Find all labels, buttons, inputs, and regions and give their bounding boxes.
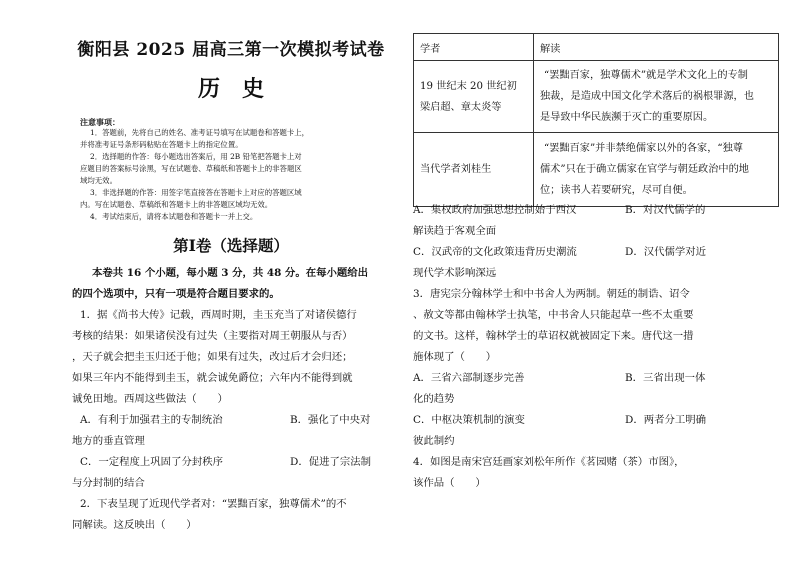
table-cell-scholar	[414, 133, 534, 207]
q2-option-b-cont: 解读趋于客观全面	[413, 225, 497, 237]
q3-stem: 3．唐宪宗分翰林学士和中书舍人为两制。朝廷的制诰、诏令	[413, 288, 690, 300]
q2-option-d-cont: 现代学术影响深远	[413, 267, 497, 279]
q1-option-a: A．有利于加强君主的专制统治	[80, 414, 223, 426]
cell-line: 位；读书人若要研究，尽可自便。	[540, 185, 693, 196]
cell-line: 当代学者刘桂生	[420, 164, 492, 175]
q2-stem: 同解读。这反映出（ ）	[72, 519, 197, 531]
q3-stem: 、赦文等都由翰林学士执笔，中书舍人只能起草一些不太重要	[413, 309, 694, 321]
q3-option-c: C．中枢决策机制的演变	[413, 414, 525, 426]
cell-line: 独裁，是造成中国文化学术落后的祸根罪源，也	[540, 91, 754, 102]
table-cell-scholar	[414, 61, 534, 133]
section-intro: 本卷共 16 个小题，每小题 3 分，共 48 分。在每小题给出	[92, 267, 369, 279]
q1-stem: 诚免田地。西周这些做法（ ）	[72, 393, 228, 405]
scholar-table	[413, 33, 779, 207]
section-intro: 的四个选项中，只有一项是符合题目要求的。	[72, 288, 280, 300]
notice-heading: 注意事项：	[80, 117, 120, 127]
q3-option-b-cont: 化的趋势	[413, 393, 455, 405]
q1-stem: 如果三年内不能得到圭玉，就会诚免爵位；六年内不能得到就	[72, 372, 353, 384]
notice-line: 域均无效。	[80, 176, 117, 185]
table-cell-reading	[534, 133, 779, 207]
notice-line: 应题目的答案标号涂黑，写在试题卷、草稿纸和答题卡上的非答题区	[80, 164, 302, 173]
table-header-reading: 解读	[534, 34, 779, 61]
q2-option-c: C．汉武帝的文化政策违背历史潮流	[413, 246, 577, 258]
q1-option-b: B．强化了中央对	[290, 414, 371, 426]
cell-line: 儒术”只在于确立儒家在官学与朝廷政治中的地	[540, 164, 749, 175]
q1-option-b-cont: 地方的垂直管理	[72, 435, 145, 447]
q1-stem: 1．据《尚书大传》记载，西周时期，圭玉充当了对诸侯德行	[80, 309, 357, 321]
q2-stem: 2．下表呈现了近现代学者对：“罢黜百家，独尊儒术”的不	[80, 498, 347, 510]
cell-line: 梁启超、章太炎等	[420, 101, 502, 113]
cell-line: “罢黜百家，独尊儒术”就是学术文化上的专制	[544, 70, 748, 81]
section-title: 第Ⅰ卷（选择题）	[173, 236, 289, 255]
q3-stem: 的文书。这样，翰林学士的草诏权就被固定下来。唐代这一措	[413, 330, 694, 342]
q2-option-a: A．集权政府加强思想控制始于西汉	[413, 204, 577, 216]
q2-option-b: B．对汉代儒学的	[625, 204, 706, 216]
notice-line: 3．非选择题的作答：用签字笔直接答在答题卡上对应的答题区域	[90, 188, 302, 197]
q1-option-d-cont: 与分封制的结合	[72, 477, 145, 489]
cell-line: “罢黜百家”并非禁绝儒家以外的各家，“独尊	[544, 143, 743, 154]
q1-stem: 考核的结果：如果诸侯没有过失（主要指对周王朝服从与否）	[72, 330, 353, 342]
table-cell-reading	[534, 61, 779, 133]
q1-stem: ，天子就会把圭玉归还于他；如果有过失，改过后才会归还；	[72, 351, 353, 363]
q3-option-d: D．两者分工明确	[625, 414, 707, 426]
q3-option-b: B．三省出现一体	[625, 372, 706, 384]
table-row	[414, 133, 779, 207]
notice-line: 1．答题前，先将自己的姓名、准考证号填写在试题卷和答题卡上，	[90, 128, 310, 137]
q1-option-c: C．一定程度上巩固了分封秩序	[80, 456, 224, 468]
q2-option-d: D．汉代儒学对近	[625, 246, 707, 258]
cell-line: 是导致中华民族濒于灭亡的重要原因。	[540, 112, 714, 123]
q1-option-d: D．促进了宗法制	[290, 456, 372, 468]
notice-line: 2．选择题的作答：每小题选出答案后，用 2B 铅笔把答题卡上对	[90, 152, 302, 161]
q3-option-d-cont: 彼此制约	[413, 435, 455, 447]
q4-stem: 4．如图是南宋宫廷画家刘松年所作《茗园赌（茶）市图》，	[413, 456, 685, 468]
notice-line: 内。写在试题卷、草稿纸和答题卡上的非答题区域均无效。	[80, 200, 273, 209]
exam-subject: 历史	[197, 76, 286, 102]
table-header-scholar: 学者	[414, 34, 534, 61]
exam-title: 衡阳县 2025 届高三第一次模拟考试卷	[77, 40, 385, 60]
cell-line: 19 世纪末 20 世纪初	[420, 80, 517, 92]
q3-option-a: A．三省六部制逐步完善	[413, 372, 525, 384]
table-row	[414, 61, 779, 133]
q3-stem: 施体现了（ ）	[413, 351, 497, 363]
notice-line: 并将准考证号条形码粘贴在答题卡上的指定位置。	[80, 140, 243, 149]
table-header-row	[414, 34, 779, 61]
notice-line: 4．考试结束后，请将本试题卷和答题卡一并上交。	[90, 212, 258, 221]
q4-stem: 该作品（ ）	[413, 477, 486, 489]
